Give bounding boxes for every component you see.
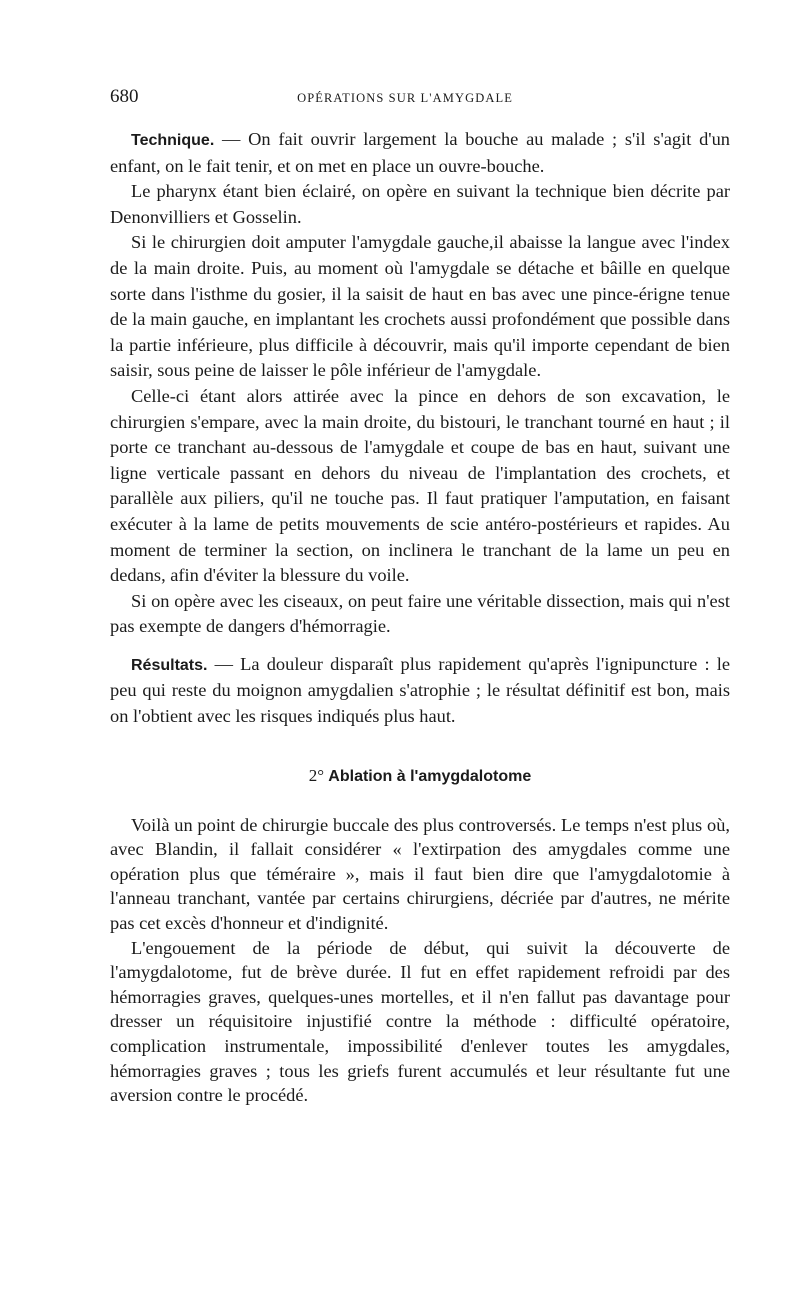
paragraph-text: — On fait ouvrir largement la bouche au malade ; s'il s'agit d'un enfant, on le fait tenir, et on met en place un ouvre-bouche. <box>110 129 730 176</box>
paragraph: Voilà un point de chirurgie buccale des plus controversés. Le temps n'est plus où, avec Blandin, il fallait considérer « l'extirpation des amygdales comme une opération plus que téméraire », mais il faut bien dire que l'amygdalotomie à l'anneau tranchant, vantée par certains chirurgiens, décriée par d'autres, ne mérite pas cet excès d'honneur et d'indignité. <box>110 814 730 934</box>
paragraph: Le pharynx étant bien éclairé, on opère en suivant la technique bien décrite par Denonvilliers et Gosselin. <box>110 181 730 227</box>
paragraph <box>110 652 730 730</box>
running-title: OPÉRATIONS SUR L'AMYGDALE <box>297 91 513 105</box>
technique-section <box>110 127 730 640</box>
paragraph: Si le chirurgien doit amputer l'amygdale gauche,il abaisse la langue avec l'index de la main droite. Puis, au moment où l'amygdale se détache et bâille en quelque sorte dans l'isthme du gosier, il la saisit de haut en bas avec une pince-érigne tenue de la main gauche, en implantant les crochets aussi profondément que possible dans la partie inférieure, plus difficile à découvrir, mais qu'il importe cependant de bien saisir, sous peine de laisser le pôle inférieur de l'amygdale. <box>110 232 730 381</box>
results-label: Résultats. <box>131 656 208 674</box>
section-number: 2° <box>308 765 325 785</box>
running-head <box>110 86 730 116</box>
paragraph: Celle-ci étant alors attirée avec la pince en dehors de son excavation, le chirurgien s'empare, avec la main droite, du bistouri, le tranchant tourné en haut ; il porte ce tranchant au-dessous de l'amygdale et coupe de bas en haut, suivant une ligne verticale passant en dehors du niveau de l'implantation des crochets, et parallèle aux piliers, qu'il ne touche pas. Il faut pratiquer l'amputation, en faisant exécuter à la lame de petits mouvements de scie antéro-postérieurs et rapides. Au moment de terminer la section, on inclinera le tranchant de la lame un peu en dedans, afin d'éviter la blessure du voile. <box>110 385 730 586</box>
paragraph <box>110 127 730 179</box>
section-title: Ablation à l'amygdalotome <box>328 767 532 785</box>
section-heading <box>110 766 730 786</box>
amygdalotome-section <box>110 813 730 1108</box>
technique-label: Technique. <box>131 132 215 149</box>
paragraph: L'engouement de la période de début, qui suivit la découverte de l'amygdalotome, fut de brève durée. Il fut en effet rapidement refroidi par des hémorragies graves, quelques-unes mortelles, et il n'en fallut pas davantage pour dresser un réquisitoire injustifié contre la méthode : difficulté opératoire, complication instrumentale, impossibilité d'enlever toutes les amygdales, hémorragies graves ; tous les griefs furent accumulés et leur résultante fut une aversion contre le procédé. <box>110 937 730 1106</box>
paragraph-text: — La douleur disparaît plus rapidement qu'après l'ignipuncture : le peu qui reste du moignon amygdalien s'atrophie ; le résultat définitif est bon, mais on l'obtient avec les risques indiqués plus haut. <box>110 653 730 727</box>
page-number: 680 <box>110 86 139 107</box>
book-page <box>110 86 730 1108</box>
paragraph: Si on opère avec les ciseaux, on peut faire une véritable dissection, mais qui n'est pas exempte de dangers d'hémorragie. <box>110 590 730 637</box>
results-section <box>110 652 730 730</box>
